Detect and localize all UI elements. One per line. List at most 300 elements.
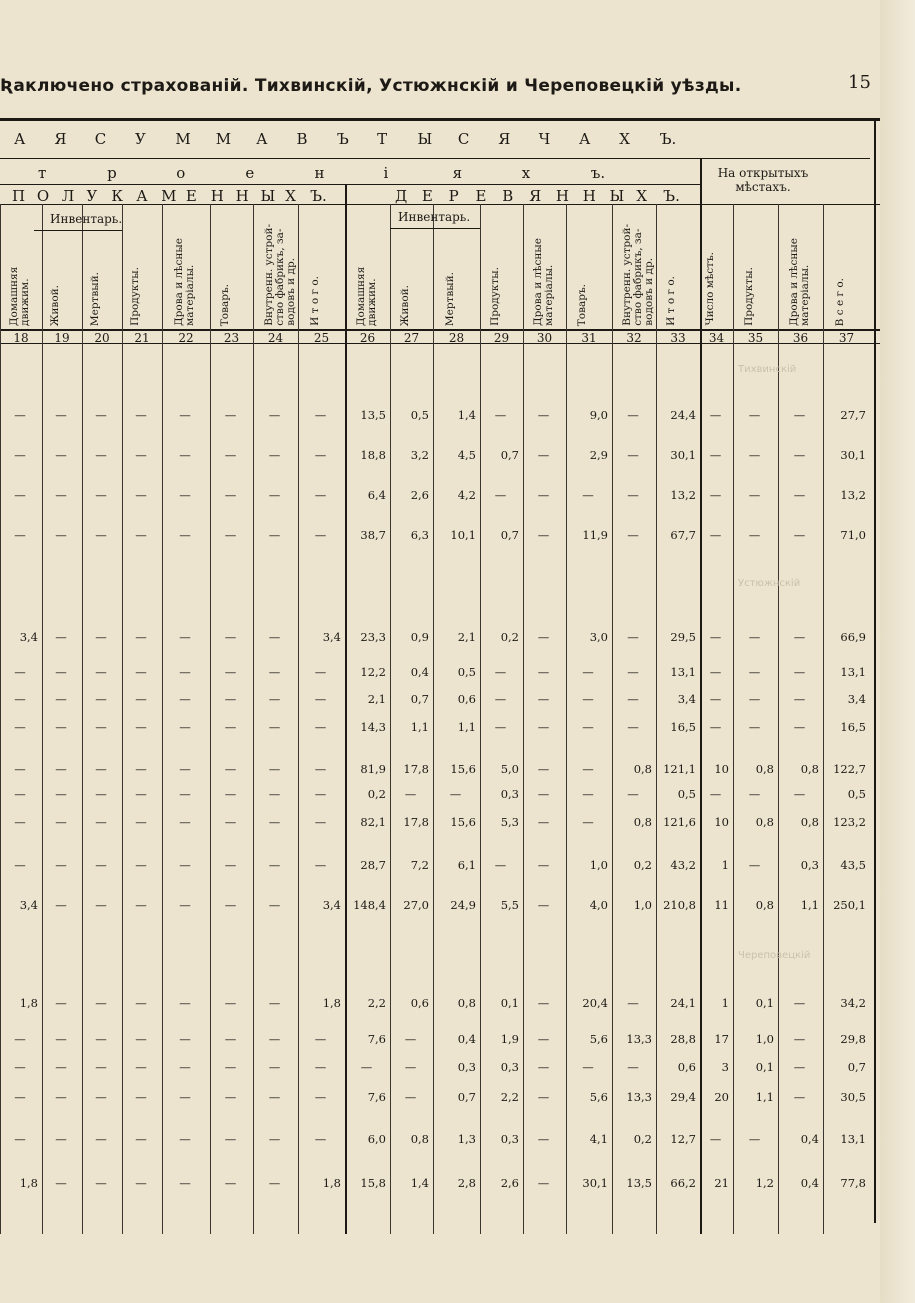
bleed-through-text: Тихвинскій <box>738 364 797 375</box>
column-rule <box>433 204 434 1234</box>
table-cell: 13,5 <box>626 1176 652 1190</box>
column-number: 37 <box>838 331 855 345</box>
table-cell: 28,7 <box>360 858 386 872</box>
table-cell: — <box>449 787 462 801</box>
header-letter: С <box>457 130 470 148</box>
table-cell: 0,3 <box>500 787 519 801</box>
table-cell: 0,2 <box>633 858 652 872</box>
table-cell: 0,6 <box>410 996 429 1010</box>
table-cell: 0,7 <box>847 1060 866 1074</box>
table-cell: 13,2 <box>670 488 696 502</box>
column-header-label: В с е г о. <box>833 277 846 326</box>
table-cell: — <box>95 665 107 679</box>
table-cell: 3,4 <box>322 898 341 912</box>
table-cell: — <box>14 1060 26 1074</box>
table-cell: 250,1 <box>833 898 866 912</box>
table-cell: 17 <box>714 1032 729 1046</box>
table-cell: 14,3 <box>360 720 386 734</box>
column-rule <box>298 204 299 1234</box>
table-cell: — <box>709 448 722 462</box>
column-header-label: Продукты. <box>488 267 501 326</box>
table-cell: — <box>748 665 761 679</box>
table-cell: — <box>55 1060 67 1074</box>
table-cell: — <box>179 448 191 462</box>
table-cell: 23,3 <box>360 630 386 644</box>
table-cell: 3,4 <box>677 692 696 706</box>
table-cell: — <box>55 448 67 462</box>
table-cell: — <box>314 448 327 462</box>
column-rule <box>733 204 734 1234</box>
table-cell: — <box>582 488 594 502</box>
header-letter: Ы <box>417 130 433 148</box>
table-cell: — <box>793 1060 806 1074</box>
column-number: 27 <box>403 331 420 345</box>
header-letter: і <box>383 164 389 182</box>
table-cell: 20 <box>714 1090 729 1104</box>
table-cell: — <box>55 1176 67 1190</box>
table-cell: — <box>224 858 237 872</box>
table-cell: — <box>314 528 327 542</box>
table-cell: 30,1 <box>670 448 696 462</box>
table-cell: — <box>627 408 639 422</box>
table-cell: 13,3 <box>626 1032 652 1046</box>
table-cell: — <box>55 488 67 502</box>
header-letter: р <box>107 164 117 182</box>
table-cell: — <box>314 1032 327 1046</box>
table-cell: — <box>135 720 147 734</box>
table-cell: — <box>537 528 550 542</box>
table-cell: — <box>55 996 67 1010</box>
table-cell: — <box>55 528 67 542</box>
table-cell: 82,1 <box>360 815 386 829</box>
column-number: 26 <box>359 331 376 345</box>
column-rule <box>210 204 211 1234</box>
table-cell: — <box>14 1132 26 1146</box>
table-cell: 16,5 <box>840 720 866 734</box>
table-cell: 0,2 <box>500 630 519 644</box>
header-letter: Ъ <box>336 130 349 148</box>
table-cell: — <box>95 448 107 462</box>
table-cell: 1,1 <box>755 1090 774 1104</box>
table-cell: — <box>135 762 147 776</box>
table-cell: 0,8 <box>410 1132 429 1146</box>
table-cell: — <box>55 665 67 679</box>
table-cell: — <box>314 1132 327 1146</box>
header-letter: Н <box>555 187 569 205</box>
table-cell: — <box>404 1090 417 1104</box>
table-cell: 5,3 <box>500 815 519 829</box>
table-cell: 34,2 <box>840 996 866 1010</box>
table-cell: — <box>748 528 761 542</box>
table-cell: 15,6 <box>450 815 476 829</box>
table-cell: 1,9 <box>500 1032 519 1046</box>
table-cell: — <box>268 720 281 734</box>
table-cell: — <box>179 1132 191 1146</box>
table-cell: — <box>224 630 237 644</box>
table-cell: — <box>95 1090 107 1104</box>
header-letter: Р <box>448 187 459 205</box>
column-header-label: Число мѣстъ. <box>703 252 716 326</box>
header-letter: Л <box>61 187 75 205</box>
table-cell: — <box>314 858 327 872</box>
table-cell: 77,8 <box>840 1176 866 1190</box>
table-cell: — <box>494 692 507 706</box>
table-cell: — <box>135 858 147 872</box>
header-letter: е <box>245 164 255 182</box>
column-header-label: Мертвый. <box>443 271 456 326</box>
table-cell: 2,1 <box>457 630 476 644</box>
bleed-through-text: Череповецкій <box>738 950 811 961</box>
table-cell: 1,2 <box>755 1176 774 1190</box>
table-cell: — <box>537 1060 550 1074</box>
table-cell: 24,9 <box>450 898 476 912</box>
table-cell: — <box>55 408 67 422</box>
table-cell: — <box>494 488 507 502</box>
table-cell: 43,2 <box>670 858 696 872</box>
table-cell: 21 <box>714 1176 729 1190</box>
table-cell: — <box>224 996 237 1010</box>
table-cell: 1,0 <box>633 898 652 912</box>
header-letter: Н <box>582 187 596 205</box>
table-cell: 2,2 <box>500 1090 519 1104</box>
table-cell: — <box>268 488 281 502</box>
table-cell: — <box>14 408 26 422</box>
table-cell: — <box>14 448 26 462</box>
table-cell: 210,8 <box>663 898 696 912</box>
column-number: 36 <box>792 331 809 345</box>
table-cell: — <box>224 692 237 706</box>
table-cell: — <box>582 787 594 801</box>
column-header-label: Продукты. <box>742 267 755 326</box>
bleed-through-text: Устюжнскій <box>738 578 801 589</box>
table-cell: 2,8 <box>457 1176 476 1190</box>
table-cell: — <box>537 1090 550 1104</box>
table-cell: — <box>14 528 26 542</box>
table-cell: — <box>793 1032 806 1046</box>
table-cell: 15,6 <box>450 762 476 776</box>
table-cell: 0,6 <box>457 692 476 706</box>
table-cell: — <box>793 448 806 462</box>
table-cell: 81,9 <box>360 762 386 776</box>
table-cell: — <box>268 996 281 1010</box>
table-cell: — <box>793 720 806 734</box>
header-letter: Ч <box>538 130 551 148</box>
table-cell: — <box>748 488 761 502</box>
table-cell: 0,9 <box>410 630 429 644</box>
table-cell: — <box>709 720 722 734</box>
table-cell: 4,1 <box>589 1132 608 1146</box>
table-cell: — <box>627 448 639 462</box>
table-cell: — <box>793 630 806 644</box>
table-cell: 0,1 <box>755 1060 774 1074</box>
table-cell: — <box>748 630 761 644</box>
table-cell: — <box>224 898 237 912</box>
table-cell: 0,5 <box>457 665 476 679</box>
header-letter: н <box>314 164 325 182</box>
table-cell: — <box>55 1090 67 1104</box>
table-cell: — <box>793 787 806 801</box>
table-cell: — <box>135 1132 147 1146</box>
column-number: 21 <box>134 331 150 345</box>
table-cell: — <box>627 630 639 644</box>
table-cell: 6,1 <box>457 858 476 872</box>
table-cell: — <box>268 692 281 706</box>
table-cell: 122,7 <box>833 762 866 776</box>
table-cell: 1 <box>721 858 729 872</box>
table-cell: 30,1 <box>582 1176 608 1190</box>
table-cell: — <box>179 787 191 801</box>
table-cell: — <box>627 787 639 801</box>
table-cell: — <box>95 762 107 776</box>
table-cell: — <box>224 1060 237 1074</box>
table-cell: — <box>55 787 67 801</box>
table-cell: 11 <box>714 898 729 912</box>
table-cell: — <box>268 665 281 679</box>
column-header-label: Внутренн. устрой- ство фабрикъ, за- водовъ и др. <box>262 224 297 326</box>
column-number: 32 <box>626 331 642 345</box>
column-number: 35 <box>747 331 764 345</box>
table-cell: 0,5 <box>410 408 429 422</box>
header-letter: Х <box>619 130 630 148</box>
table-cell: — <box>135 787 147 801</box>
header-letter: М <box>215 130 232 148</box>
column-header-label: Домашняя движим. <box>8 266 31 326</box>
table-cell: 3,4 <box>19 898 38 912</box>
table-cell: — <box>537 720 550 734</box>
table-cell: — <box>95 858 107 872</box>
table-cell: 9,0 <box>589 408 608 422</box>
table-cell: 7,6 <box>367 1090 386 1104</box>
table-cell: 148,4 <box>353 898 386 912</box>
table-cell: — <box>135 630 147 644</box>
table-cell: — <box>224 1132 237 1146</box>
table-cell: 0,6 <box>677 1060 696 1074</box>
table-cell: — <box>709 630 722 644</box>
column-rule <box>162 204 163 1234</box>
header-letter: Е <box>421 187 433 205</box>
table-cell: — <box>627 996 639 1010</box>
table-cell: 0,8 <box>633 762 652 776</box>
table-cell: 0,5 <box>847 787 866 801</box>
table-cell: — <box>537 1032 550 1046</box>
table-cell: — <box>95 630 107 644</box>
table-cell: — <box>135 448 147 462</box>
table-cell: 1 <box>721 996 729 1010</box>
table-cell: 1,3 <box>457 1132 476 1146</box>
header-letter: С <box>94 130 107 148</box>
column-header-label: Внутренн. устрой- ство фабрикъ, за- водовъ и др. <box>621 224 655 326</box>
table-cell: — <box>224 1032 237 1046</box>
table-cell: — <box>494 858 507 872</box>
table-cell: — <box>179 762 191 776</box>
table-cell: — <box>314 787 327 801</box>
table-cell: — <box>537 692 550 706</box>
table-cell: 0,2 <box>633 1132 652 1146</box>
table-cell: 1,8 <box>322 1176 341 1190</box>
column-header-label: Живой. <box>49 284 61 326</box>
table-cell: — <box>179 1176 191 1190</box>
table-cell: 67,7 <box>670 528 696 542</box>
table-cell: — <box>582 1060 594 1074</box>
table-cell: — <box>582 665 594 679</box>
header-letter: Х <box>285 187 296 205</box>
table-cell: — <box>582 815 594 829</box>
table-cell: — <box>95 1060 107 1074</box>
table-cell: 30,1 <box>840 448 866 462</box>
table-cell: 3,0 <box>589 630 608 644</box>
table-cell: — <box>582 720 594 734</box>
column-number: 19 <box>54 331 70 345</box>
table-cell: 6,4 <box>367 488 386 502</box>
header-letter: Ы <box>260 187 276 205</box>
column-header-label: Дрова и лѣсные матеріалы. <box>531 238 555 326</box>
table-cell: — <box>179 815 191 829</box>
table-cell: — <box>537 858 550 872</box>
table-cell: 7,6 <box>367 1032 386 1046</box>
right-border <box>874 118 876 1223</box>
column-number: 24 <box>267 331 284 345</box>
table-cell: 13,2 <box>840 488 866 502</box>
table-cell: — <box>55 720 67 734</box>
column-number: 34 <box>708 331 725 345</box>
table-cell: — <box>793 408 806 422</box>
table-cell: 17,8 <box>403 815 429 829</box>
table-cell: 0,4 <box>457 1032 476 1046</box>
table-cell: — <box>537 762 550 776</box>
column-rule <box>823 204 824 1234</box>
table-cell: 0,4 <box>800 1132 819 1146</box>
table-cell: — <box>224 720 237 734</box>
table-cell: 0,2 <box>367 787 386 801</box>
table-cell: 1,1 <box>800 898 819 912</box>
table-cell: — <box>537 1176 550 1190</box>
table-cell: — <box>179 528 191 542</box>
table-cell: 7,2 <box>410 858 429 872</box>
table-cell: — <box>55 762 67 776</box>
table-cell: 4,2 <box>457 488 476 502</box>
header-letter: Н <box>235 187 249 205</box>
column-header-label: Домашняя движим. <box>354 266 378 326</box>
column-rule <box>566 204 567 1234</box>
table-cell: 0,7 <box>500 528 519 542</box>
header-letter: Ъ. <box>310 187 327 205</box>
table-cell: — <box>179 720 191 734</box>
table-cell: 123,2 <box>833 815 866 829</box>
table-cell: — <box>95 996 107 1010</box>
table-cell: — <box>135 1032 147 1046</box>
table-cell: — <box>748 408 761 422</box>
table-cell: — <box>268 408 281 422</box>
table-cell: 2,2 <box>367 996 386 1010</box>
table-cell: — <box>268 1090 281 1104</box>
header-letter: Я <box>529 187 542 205</box>
table-cell: — <box>748 1132 761 1146</box>
table-cell: — <box>95 720 107 734</box>
column-header-label: Дрова и лѣсные матеріалы. <box>173 238 196 326</box>
table-cell: 0,1 <box>500 996 519 1010</box>
table-cell: — <box>748 787 761 801</box>
table-cell: 3,4 <box>322 630 341 644</box>
table-cell: 66,9 <box>840 630 866 644</box>
table-cell: 20,4 <box>582 996 608 1010</box>
table-cell: — <box>314 408 327 422</box>
table-cell: — <box>537 898 550 912</box>
header-letter: о <box>176 164 186 182</box>
table-cell: — <box>224 1090 237 1104</box>
header-letter: Х <box>636 187 648 205</box>
table-cell: 5,0 <box>500 762 519 776</box>
table-cell: — <box>55 815 67 829</box>
table-cell: — <box>135 1176 147 1190</box>
table-cell: — <box>224 1176 237 1190</box>
table-cell: — <box>627 488 639 502</box>
running-title: Ʀаключено страхованій. Тихвинскій, Устюжнскій и Череповецкій уѣзды. <box>0 76 742 96</box>
table-cell: 4,0 <box>589 898 608 912</box>
table-cell: 13,5 <box>360 408 386 422</box>
table-cell: 5,5 <box>500 898 519 912</box>
table-cell: 71,0 <box>840 528 866 542</box>
header-letter: Т <box>377 130 388 148</box>
horizontal-rule <box>0 158 870 159</box>
table-cell: — <box>748 692 761 706</box>
table-cell: — <box>793 996 806 1010</box>
column-rule <box>122 204 123 1234</box>
table-cell: — <box>709 1132 722 1146</box>
header-letter: А <box>578 130 591 148</box>
table-cell: — <box>224 528 237 542</box>
table-cell: — <box>537 665 550 679</box>
table-cell: — <box>268 1060 281 1074</box>
table-cell: — <box>494 408 507 422</box>
table-cell: 13,1 <box>840 1132 866 1146</box>
table-cell: 0,8 <box>800 762 819 776</box>
table-cell: — <box>709 408 722 422</box>
column-number: 20 <box>94 331 110 345</box>
table-cell: — <box>494 720 507 734</box>
table-cell: — <box>537 996 550 1010</box>
table-cell: — <box>582 692 594 706</box>
header-letter: П <box>12 187 26 205</box>
table-cell: — <box>314 665 327 679</box>
table-cell: — <box>224 787 237 801</box>
table-cell: — <box>55 630 67 644</box>
table-cell: — <box>314 720 327 734</box>
table-cell: 28,8 <box>670 1032 696 1046</box>
horizontal-rule <box>0 118 880 121</box>
column-header-label: И т о г о. <box>665 276 677 326</box>
open-places-label: На открытыхъ мѣстахъ. <box>717 166 809 194</box>
table-cell: 0,8 <box>800 815 819 829</box>
column-number: 23 <box>223 331 240 345</box>
table-cell: — <box>14 692 26 706</box>
column-number: 29 <box>493 331 510 345</box>
table-cell: — <box>95 1176 107 1190</box>
table-cell: — <box>224 815 237 829</box>
table-cell: — <box>627 528 639 542</box>
table-cell: — <box>627 720 639 734</box>
header-letter: В <box>296 130 308 148</box>
table-cell: 5,6 <box>589 1090 608 1104</box>
header-letter: х <box>521 164 531 182</box>
table-cell: — <box>268 1132 281 1146</box>
table-cell: 1,8 <box>19 996 38 1010</box>
table-cell: — <box>314 762 327 776</box>
table-cell: — <box>14 815 26 829</box>
header-letter: М <box>175 130 191 148</box>
table-cell: — <box>314 1060 327 1074</box>
column-rule <box>0 204 1 1234</box>
table-cell: — <box>537 787 550 801</box>
